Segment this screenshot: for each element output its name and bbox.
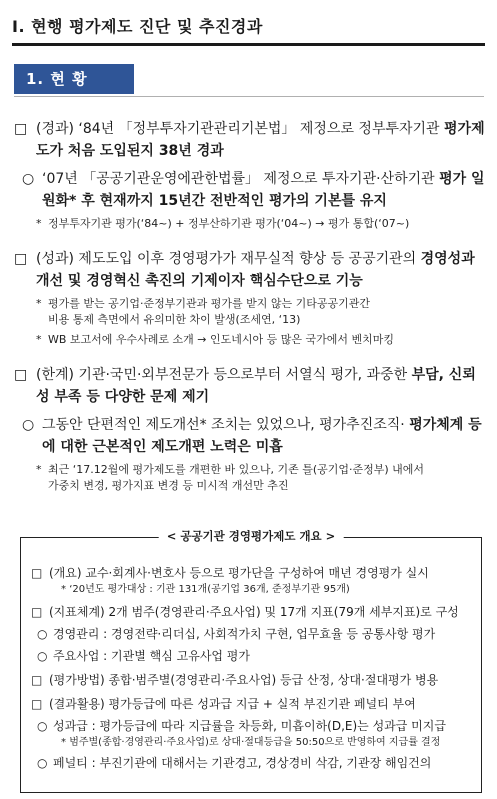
footnote: * 정부투자기관 평가(‘84~) + 정부산하기관 평가(‘04~) → 평가 통합(‘07~): [36, 217, 410, 230]
square-bullet-icon: □: [31, 673, 43, 687]
section-divider: [14, 96, 484, 97]
box-footnote: * ‘20년도 평가대상 : 기관 131개(공기업 36개, 준정부기관 95개): [61, 584, 350, 595]
paragraph-limitations: [14, 364, 486, 494]
box-row-method: □ (평가방법) 종합·범주별(경영관리·주요사업) 등급 산정, 상대·절대평가 병용: [31, 673, 439, 687]
section-label: 1. 현 황: [14, 64, 134, 94]
box-sub-business: ○ 주요사업 : 기관별 핵심 고유사업 평가: [37, 649, 250, 663]
box-row-indicators: □ (지표체계) 2개 범주(경영관리·주요사업) 및 17개 지표(79개 세부지표)로 구성: [31, 605, 459, 619]
main-content: [14, 110, 486, 494]
square-bullet-icon: □: [14, 367, 28, 383]
circle-bullet-icon: ○: [22, 417, 35, 433]
sub-paragraph-text: ‘07년 「공공기관운영에관한법률」 제정으로 투자기관·산하기관 평가 일원화* 후 현재까지 15년간 전반적인 평가의 기본틀 유지: [42, 171, 485, 209]
box-row-overview: □ (개요) 교수·회계사·변호사 등으로 평가단을 구성하여 매년 경영평가 실시: [31, 566, 429, 580]
circle-bullet-icon: ○: [37, 756, 48, 770]
box-sub-management: ○ 경영관리 : 경영전략·리더십, 사회적가치 구현, 업무효율 등 공통사항 평가: [37, 627, 436, 641]
sub-paragraph-text: 그동안 단편적인 제도개선* 조치는 있었으나, 평가추진조직· 평가체계 등에 대한 근본적인 제도개편 노력은 미흡: [42, 417, 482, 455]
box-sub-bonus: ○ 성과급 : 평가등급에 따라 지급률을 차등화, 미흡이하(D,E)는 성과급 미지급: [37, 719, 446, 733]
paragraph-text: (한계) 기관·국민·외부전문가 등으로부터 서열식 평가, 과중한 부담, 신뢰성 부족 등 다양한 문제 제기: [36, 367, 476, 405]
square-bullet-icon: □: [31, 605, 43, 619]
footnote: * WB 보고서에 우수사례로 소개 → 인도네시아 등 많은 국가에서 벤치마킹: [36, 333, 395, 346]
square-bullet-icon: □: [14, 121, 28, 137]
box-row-results: □ (결과활용) 평가등급에 따른 성과급 지급 + 실적 부진기관 페널티 부여: [31, 697, 416, 711]
circle-bullet-icon: ○: [22, 171, 35, 187]
circle-bullet-icon: ○: [37, 719, 48, 733]
square-bullet-icon: □: [31, 566, 43, 580]
square-bullet-icon: □: [14, 251, 28, 267]
paragraph-text: (성과) 제도도입 이후 경영평가가 재무실적 향상 등 공공기관의 경영성과 개선 및 경영혁신 촉진의 기제이자 핵심수단으로 기능: [36, 251, 475, 289]
circle-bullet-icon: ○: [37, 649, 48, 663]
square-bullet-icon: □: [31, 697, 43, 711]
footnote: * 최근 ‘17.12월에 평가제도를 개편한 바 있으나, 기존 틀(공기업·준정부) 내에서 가중치 변경, 평가지표 변경 등 미시적 개선만 추진: [36, 463, 425, 492]
paragraph-achievement: [14, 248, 486, 348]
paragraph-progress: [14, 118, 486, 232]
box-sub-penalty: ○ 페널티 : 부진기관에 대해서는 기관경고, 경상경비 삭감, 기관장 해임건의: [37, 756, 432, 770]
footnote: * 평가를 받는 공기업·준정부기관과 평가를 받지 않는 기타공공기관간 비용 통제 측면에서 유의미한 차이 발생(조세연, ‘13): [36, 297, 371, 326]
box-footnote: * 범주별(종합·경영관리·주요사업)로 상대·절대등급을 50:50으로 반영하여 지급률 결정: [61, 737, 441, 748]
circle-bullet-icon: ○: [37, 627, 48, 641]
box-title: < 공공기관 경영평가제도 개요 >: [159, 528, 344, 544]
overview-box: [20, 529, 482, 793]
chapter-title: Ⅰ. 현행 평가제도 진단 및 추진경과: [12, 14, 485, 46]
paragraph-text: (경과) ‘84년 「정부투자기관관리기본법」 제정으로 정부투자기관 평가제도가 처음 도입된지 38년 경과: [36, 121, 485, 159]
